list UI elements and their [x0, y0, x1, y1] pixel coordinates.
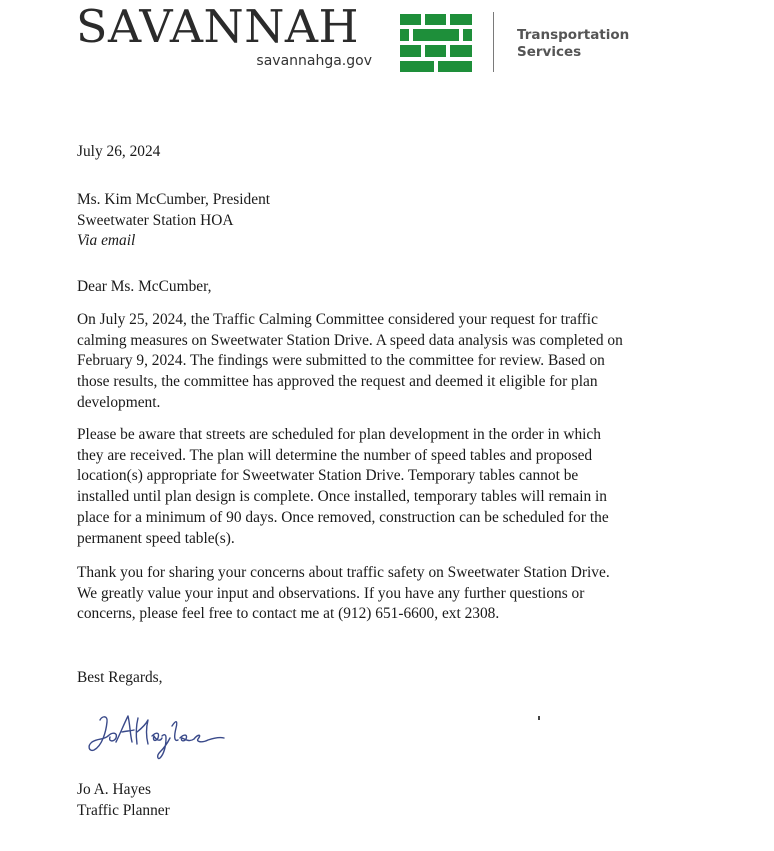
paragraph-line: they are received. The plan will determine the number of speed tables and proposed — [77, 446, 593, 464]
paragraph-line: February 9, 2024. The findings were submitted to the committee for review. Based on — [77, 352, 605, 370]
date-text: July 26, 2024 — [77, 143, 161, 160]
body-paragraph-1 — [77, 310, 717, 414]
paragraph-line: installed until plan design is complete. Once installed, temporary tables will remain in — [77, 488, 607, 506]
body-paragraph-3 — [77, 563, 717, 625]
letter-date — [77, 142, 707, 163]
delivery-method: Via email — [77, 232, 136, 250]
department-line-2: Services — [517, 44, 582, 60]
recipient-name: Ms. Kim McCumber, President — [77, 191, 271, 208]
signer-title: Traffic Planner — [77, 801, 170, 819]
salutation — [77, 277, 707, 298]
paragraph-line: Thank you for sharing your concerns about traffic safety on Sweetwater Station Drive. — [77, 564, 610, 581]
recipient-block — [77, 190, 707, 252]
paragraph-line: location(s) appropriate for Sweetwater Station Drive. Temporary tables cannot be — [77, 467, 579, 485]
website-url: savannahga.gov — [256, 53, 372, 69]
paragraph-line: We greatly value your input and observations. If you have any further questions or — [77, 584, 585, 602]
recipient-organization: Sweetwater Station HOA — [77, 211, 234, 229]
city-wordmark: SAVANNAH — [76, 0, 360, 53]
paragraph-line: calming measures on Sweetwater Station Drive. A speed data analysis was completed on — [77, 331, 623, 349]
stray-mark — [538, 716, 540, 720]
closing-text: Best Regards, — [77, 669, 163, 686]
paragraph-line: development. — [77, 393, 161, 411]
paragraph-line: those results, the committee has approved the request and deemed it eligible for plan — [77, 373, 598, 391]
signer-name: Jo A. Hayes — [77, 781, 151, 798]
signer-block — [77, 780, 707, 821]
handwritten-signature — [86, 706, 226, 762]
paragraph-line: concerns, please feel free to contact me at (912) 651-6600, ext 2308. — [77, 605, 500, 623]
salutation-text: Dear Ms. McCumber, — [77, 278, 212, 295]
brick-wall-icon — [400, 14, 472, 72]
paragraph-line: permanent speed table(s). — [77, 529, 235, 547]
closing — [77, 668, 707, 689]
paragraph-line: place for a minimum of 90 days. Once removed, construction can be scheduled for the — [77, 508, 609, 526]
body-paragraph-2 — [77, 425, 717, 549]
letterhead — [0, 0, 774, 80]
department-name — [517, 27, 629, 61]
paragraph-line: On July 25, 2024, the Traffic Calming Committee considered your request for traffic — [77, 311, 598, 328]
department-line-1: Transportation — [517, 27, 630, 43]
letterhead-divider — [493, 12, 494, 72]
paragraph-line: Please be aware that streets are scheduled for plan development in the order in which — [77, 426, 601, 443]
